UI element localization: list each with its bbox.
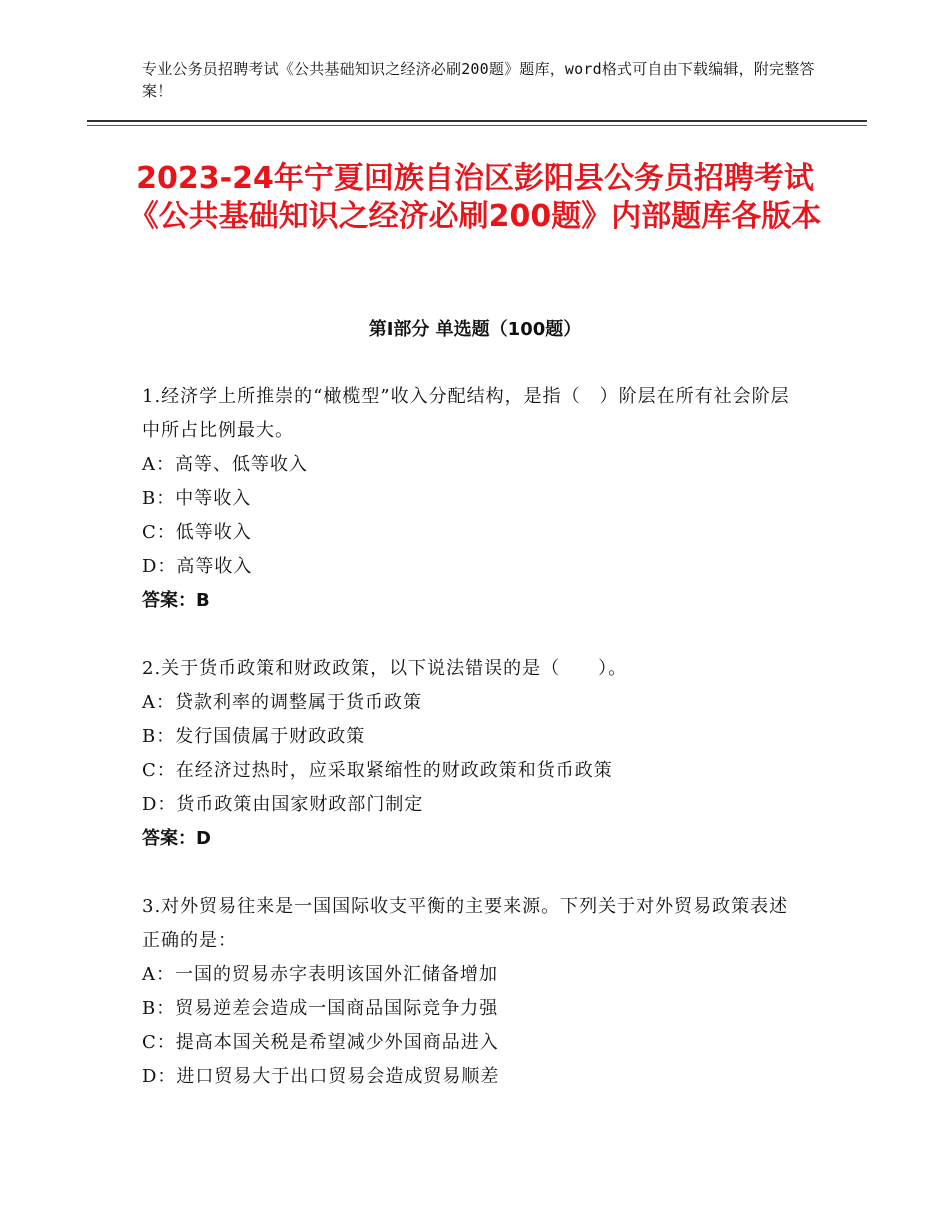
option-a: A：贷款利率的调整属于货币政策 bbox=[142, 692, 422, 713]
answer: 答案：D bbox=[142, 828, 211, 849]
option-a: A：高等、低等收入 bbox=[142, 454, 308, 475]
header-divider-thick bbox=[87, 120, 867, 122]
option-b: B：贸易逆差会造成一国商品国际竞争力强 bbox=[142, 998, 499, 1019]
option-b: B：中等收入 bbox=[142, 488, 252, 509]
option-d: D：货币政策由国家财政部门制定 bbox=[142, 794, 424, 815]
question-stem: 3.对外贸易往来是一国国际收支平衡的主要来源。下列关于对外贸易政策表述正确的是： bbox=[142, 896, 789, 951]
document-title: 2023-24年宁夏回族自治区彭阳县公务员招聘考试《公共基础知识之经济必刷200题》内部题库各版本 bbox=[128, 161, 822, 234]
question-2 bbox=[142, 652, 802, 856]
option-c: C：在经济过热时，应采取紧缩性的财政政策和货币政策 bbox=[142, 760, 613, 781]
section-title: 第Ⅰ部分 单选题（100题） bbox=[368, 319, 582, 340]
answer: 答案：B bbox=[142, 590, 210, 611]
option-b: B：发行国债属于财政政策 bbox=[142, 726, 366, 747]
option-d: D：进口贸易大于出口贸易会造成贸易顺差 bbox=[142, 1066, 500, 1087]
question-1 bbox=[142, 380, 802, 618]
header-divider-thin bbox=[87, 125, 867, 126]
header-note: 专业公务员招聘考试《公共基础知识之经济必刷200题》题库，word格式可自由下载编辑，附完整答案！ bbox=[142, 60, 815, 100]
question-stem: 2.关于货币政策和财政政策，以下说法错误的是（ ）。 bbox=[142, 658, 628, 679]
option-c: C：提高本国关税是希望减少外国商品进入 bbox=[142, 1032, 499, 1053]
option-a: A：一国的贸易赤字表明该国外汇储备增加 bbox=[142, 964, 498, 985]
question-3 bbox=[142, 890, 802, 1094]
question-stem: 1.经济学上所推崇的“橄榄型”收入分配结构，是指（ ）阶层在所有社会阶层中所占比例最大。 bbox=[142, 386, 790, 441]
option-c: C：低等收入 bbox=[142, 522, 252, 543]
option-d: D：高等收入 bbox=[142, 556, 253, 577]
